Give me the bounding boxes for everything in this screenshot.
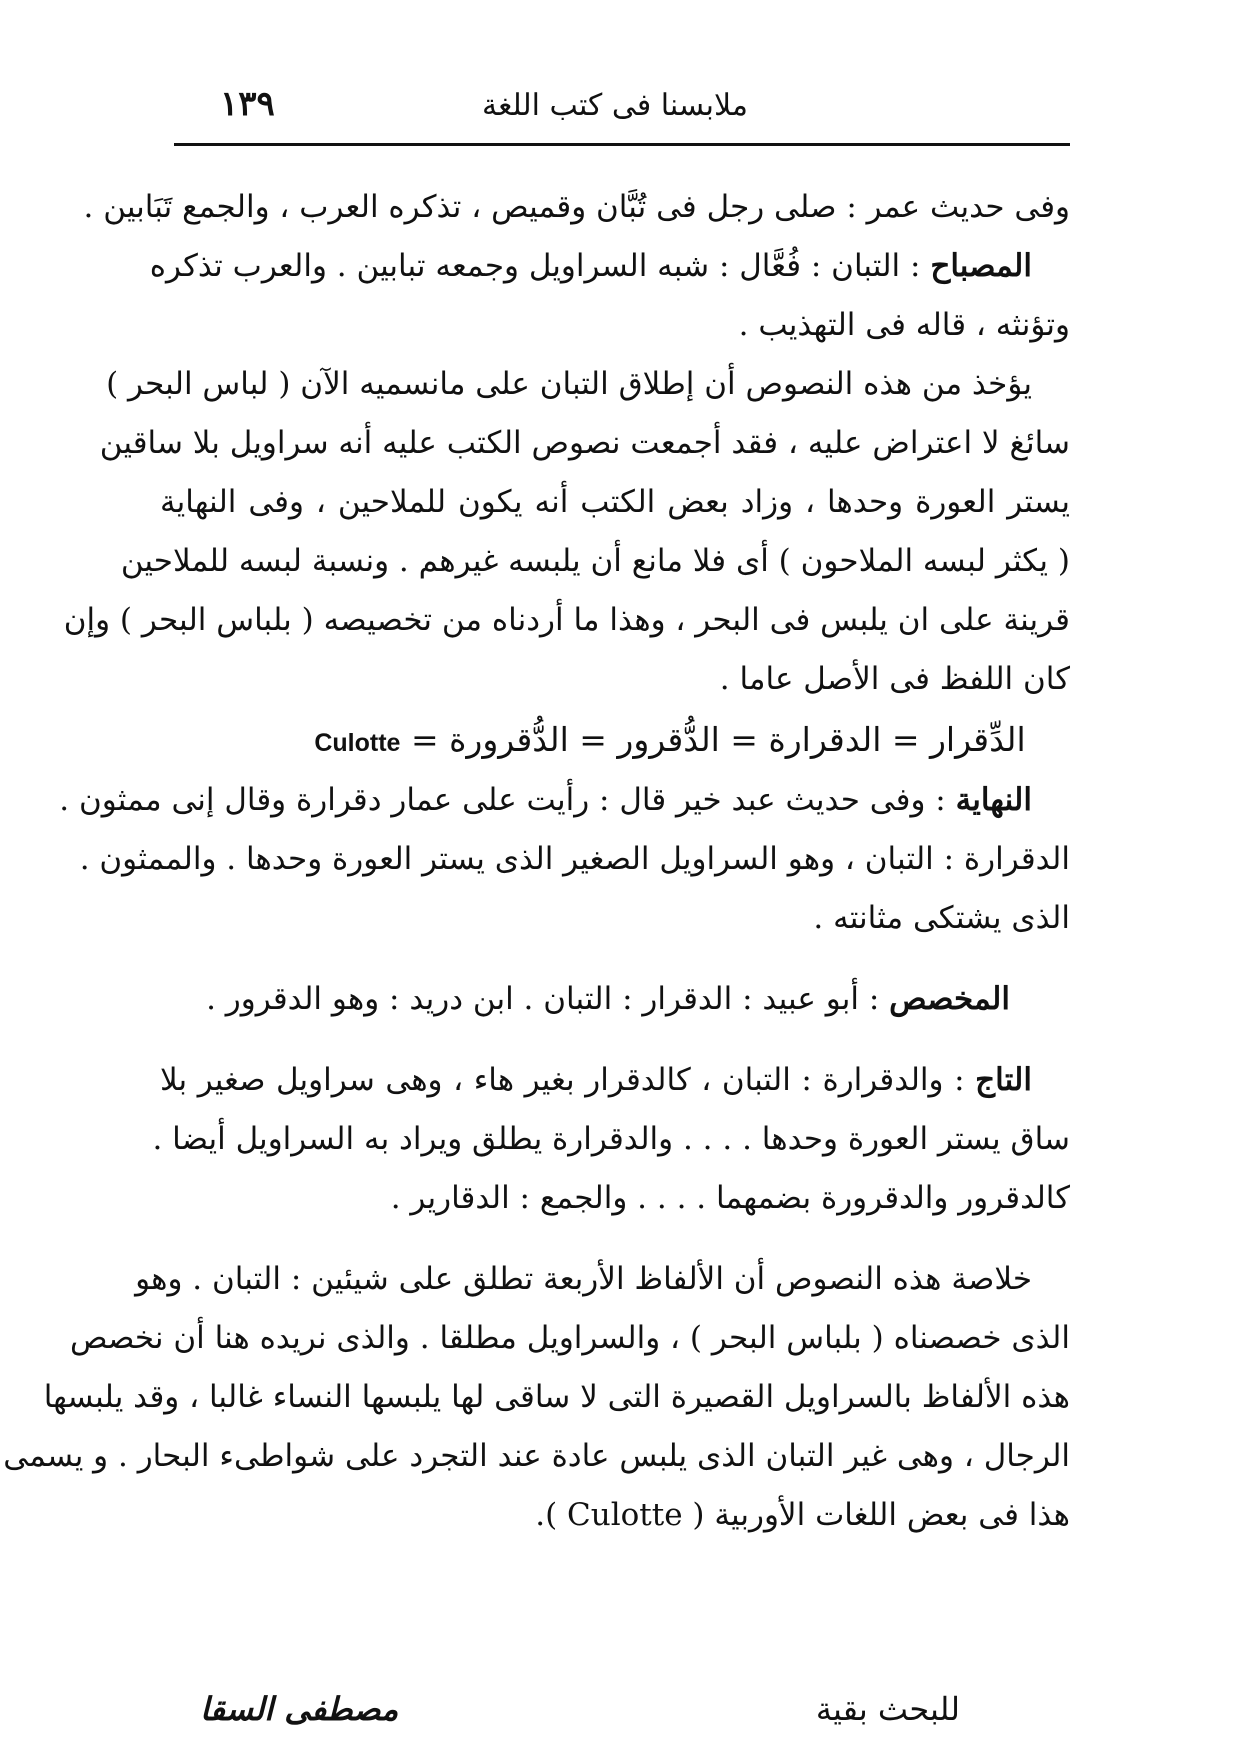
- body-text: [3, 178, 1070, 1545]
- source-label-misbah: المصباح: [930, 248, 1032, 284]
- paragraph-line: وتؤنثه ، قاله فى التهذيب .: [738, 307, 1070, 343]
- paragraph-line: هذا فى بعض اللغات الأوربية ( Culotte ).: [535, 1497, 1070, 1533]
- page-footer: [160, 1690, 1070, 1750]
- spacer: [160, 948, 1070, 970]
- spacer: [160, 1228, 1070, 1250]
- header-rule: [174, 143, 1070, 146]
- paragraph-line: الرجال ، وهى غير التبان الذى يلبس عادة عند التجرد على شواطىء البحار . و يسمى: [3, 1438, 1070, 1474]
- paragraph-line: [160, 970, 1070, 1029]
- paragraph-line: هذه الألفاظ بالسراويل القصيرة التى لا ساقى لها يلبسها النساء غالبا ، وقد يلبسها: [43, 1379, 1070, 1415]
- paragraph-line: الذى يشتكى مثانته .: [813, 900, 1070, 936]
- document-page: [3, 70, 1070, 1728]
- paragraph-line: كالدقرور والدقرورة بضمهما . . . . والجمع : الدقارير .: [390, 1180, 1070, 1216]
- source-label-taj: التاج: [975, 1062, 1032, 1098]
- paragraph-text: : والدقرارة : التبان ، كالدقرار بغير هاء ، وهى سراويل صغير بلا: [160, 1062, 965, 1098]
- author-signature: مصطفى السقا: [200, 1690, 399, 1728]
- page-number: ١٣٩: [220, 84, 275, 124]
- paragraph-line: ساق يستر العورة وحدها . . . . والدقرارة يطلق ويراد به السراويل أيضا .: [152, 1121, 1070, 1157]
- equation-latin: Culotte: [314, 729, 401, 757]
- paragraph-line: [160, 1051, 1070, 1110]
- continuation-note: للبحث بقية: [815, 1690, 960, 1728]
- paragraph-text: : وفى حديث عبد خير قال : رأيت على عمار دقرارة وقال إنى ممثون .: [59, 782, 946, 818]
- page-header: [160, 70, 1070, 140]
- equation-text: الدِّقرار = الدقرارة = الدُّقرور = الدُّقرورة =: [410, 720, 1026, 759]
- source-label-nihaya: النهاية: [955, 782, 1032, 818]
- paragraph-line: الذى خصصناه ( بلباس البحر ) ، والسراويل مطلقا . والذى نريده هنا أن نخصص: [70, 1320, 1070, 1356]
- paragraph-line: الدقرارة : التبان ، وهو السراويل الصغير الذى يستر العورة وحدها . والممثون .: [79, 841, 1070, 877]
- paragraph-line: سائغ لا اعتراض عليه ، فقد أجمعت نصوص الكتب عليه أنه سراويل بلا ساقين: [99, 425, 1070, 461]
- paragraph-line: وفى حديث عمر : صلى رجل فى تُبَّان وقميص ، تذكره العرب ، والجمع تَبَابين .: [83, 189, 1070, 225]
- equation-line: [160, 709, 1070, 771]
- paragraph-text: : التبان : فُعَّال : شبه السراويل وجمعه تبابين . والعرب تذكره: [149, 248, 921, 284]
- paragraph-line: [149, 237, 1070, 296]
- paragraph-line: ( يكثر لبسه الملاحون ) أى فلا مانع أن يلبسه غيرهم . ونسبة لبسه للملاحين: [120, 543, 1070, 579]
- paragraph-line: يستر العورة وحدها ، وزاد بعض الكتب أنه يكون للملاحين ، وفى النهاية: [160, 484, 1070, 520]
- paragraph-line: [59, 771, 1070, 830]
- paragraph-line: يؤخذ من هذه النصوص أن إطلاق التبان على مانسميه الآن ( لباس البحر ): [106, 366, 1032, 402]
- paragraph-line: خلاصة هذه النصوص أن الألفاظ الأربعة تطلق على شيئين : التبان . وهو: [135, 1261, 1032, 1297]
- paragraph-text: : أبو عبيد : الدقرار : التبان . ابن دريد : وهو الدقرور .: [206, 981, 880, 1017]
- running-title: ملابسنا فى كتب اللغة: [482, 88, 748, 123]
- source-label-mukhassas: المخصص: [889, 981, 1010, 1017]
- spacer: [160, 1029, 1070, 1051]
- paragraph-line: كان اللفظ فى الأصل عاما .: [719, 661, 1070, 697]
- paragraph-line: قرينة على ان يلبس فى البحر ، وهذا ما أردناه من تخصيصه ( بلباس البحر ) وإن: [63, 602, 1070, 638]
